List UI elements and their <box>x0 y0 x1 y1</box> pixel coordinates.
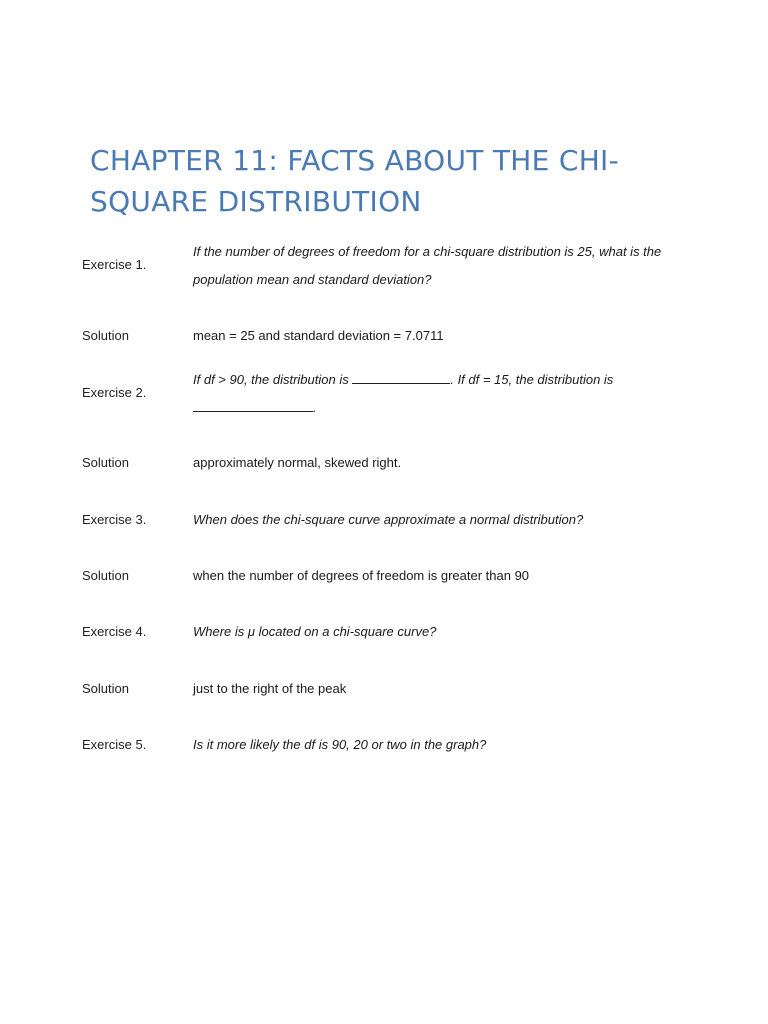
exercise-1-label: Exercise 1. <box>82 257 147 272</box>
exercise-4-question: Where is μ located on a chi-square curve? <box>193 624 437 639</box>
solution-3-answer: when the number of degrees of freedom is greater than 90 <box>193 568 530 583</box>
exercise-2-question <box>193 366 703 422</box>
exercise-4-label: Exercise 4. <box>82 624 147 639</box>
solution-2 <box>82 449 722 479</box>
exercise-1-question-line2: population mean and standard deviation? <box>193 272 432 287</box>
solution-3 <box>82 562 722 592</box>
exercise-5-question: Is it more likely the df is 90, 20 or two in the graph? <box>193 737 487 752</box>
exercise-2-question-part1: If df > 90, the distribution is <box>193 372 353 387</box>
exercise-2-question-part3: . <box>313 400 317 415</box>
solution-4-label: Solution <box>82 681 129 696</box>
exercise-1 <box>82 238 722 298</box>
exercise-3-label: Exercise 3. <box>82 512 147 527</box>
exercise-2-question-part2: . If df = 15, the distribution is <box>450 372 614 387</box>
solution-1-label: Solution <box>82 328 129 343</box>
chapter-title-line1: CHAPTER 11: FACTS ABOUT THE CHI- <box>90 144 620 177</box>
answer-blank-2 <box>193 397 313 412</box>
exercise-2-label: Exercise 2. <box>82 385 147 400</box>
exercise-3 <box>82 506 722 536</box>
exercise-4 <box>82 618 722 648</box>
exercise-5 <box>82 731 722 761</box>
solution-1 <box>82 322 722 352</box>
exercise-5-label: Exercise 5. <box>82 737 147 752</box>
exercise-1-question <box>193 238 703 294</box>
solution-2-label: Solution <box>82 455 129 470</box>
solution-1-answer: mean = 25 and standard deviation = 7.0711 <box>193 328 444 343</box>
chapter-title <box>90 140 650 222</box>
solution-3-label: Solution <box>82 568 129 583</box>
chapter-title-line2: SQUARE DISTRIBUTION <box>90 185 422 218</box>
answer-blank-1 <box>352 369 450 384</box>
solution-4-answer: just to the right of the peak <box>193 681 347 696</box>
solution-2-answer: approximately normal, skewed right. <box>193 455 402 470</box>
exercise-3-question: When does the chi-square curve approximate a normal distribution? <box>193 512 584 527</box>
solution-4 <box>82 675 722 705</box>
exercise-2 <box>82 366 722 426</box>
exercise-1-question-line1: If the number of degrees of freedom for a chi-square distribution is 25, what is the <box>193 244 662 259</box>
